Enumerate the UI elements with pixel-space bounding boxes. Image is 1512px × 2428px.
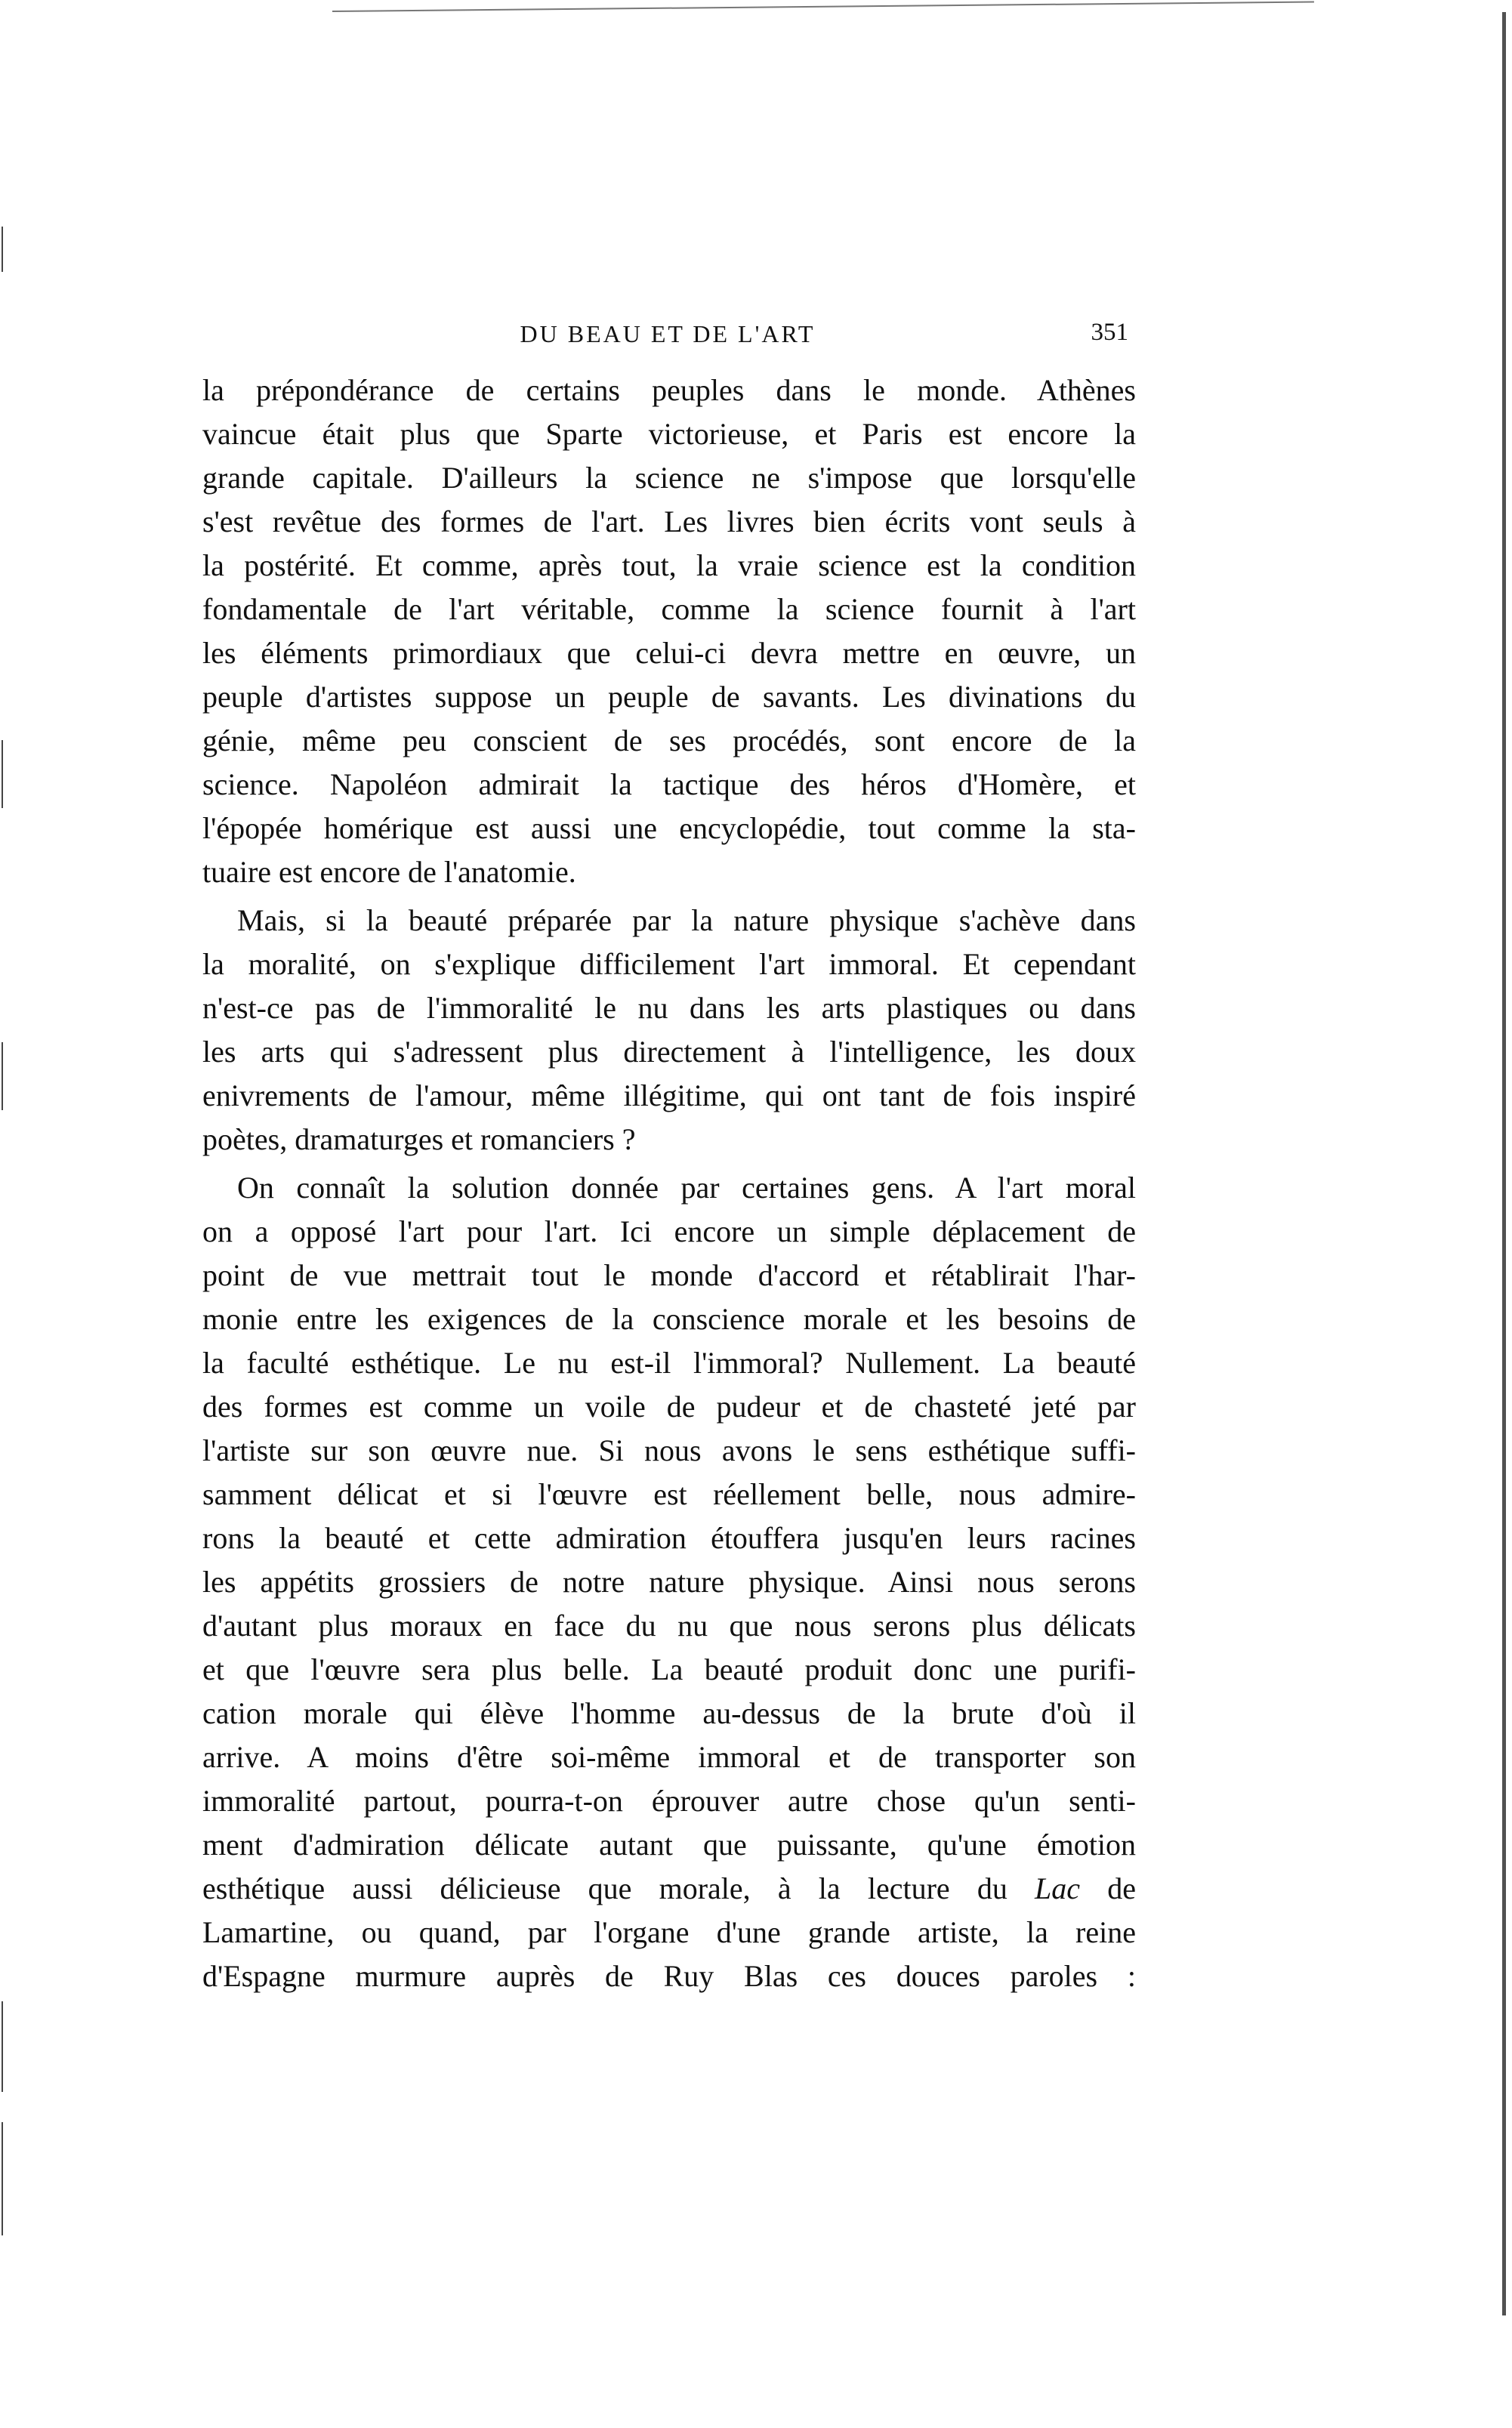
text-line: science. Napoléon admirait la tactique des héros d'Homère, et — [202, 767, 1136, 801]
text-line: poètes, dramaturges et romanciers ? — [202, 1122, 636, 1156]
text-line: vaincue était plus que Sparte victorieuse, et Paris est encore la — [202, 417, 1136, 451]
text-line: grande capitale. D'ailleurs la science ne s'impose que lorsqu'elle — [202, 461, 1136, 495]
text-line: l'épopée homérique est aussi une encyclopédie, tout comme la sta- — [202, 811, 1136, 845]
paragraph — [202, 899, 1136, 1162]
text-line: rons la beauté et cette admiration étouffera jusqu'en leurs racines — [202, 1521, 1136, 1555]
text-line: arrive. A moins d'être soi-même immoral et de transporter son — [202, 1740, 1136, 1774]
page-number: 351 — [1091, 319, 1128, 346]
text-line: On connaît la solution donnée par certaines gens. A l'art moral — [237, 1171, 1136, 1205]
text-line: les appétits grossiers de notre nature physique. Ainsi nous serons — [202, 1565, 1136, 1599]
scan-edge-right — [1502, 12, 1506, 2315]
text-line: samment délicat et si l'œuvre est réellement belle, nous admire- — [202, 1477, 1136, 1511]
text-line: Mais, si la beauté préparée par la nature physique s'achève dans — [237, 903, 1136, 937]
text-line: génie, même peu conscient de ses procédés, sont encore de la — [202, 723, 1136, 757]
text-line: enivrements de l'amour, même illégitime, qui ont tant de fois inspiré — [202, 1078, 1136, 1112]
text-line: immoralité partout, pourra-t-on éprouver autre chose qu'un senti- — [202, 1784, 1136, 1818]
text-line: des formes est comme un voile de pudeur et de chasteté jeté par — [202, 1390, 1136, 1424]
paragraph — [202, 1166, 1136, 1998]
text-line: et que l'œuvre sera plus belle. La beauté produit donc une purifi- — [202, 1652, 1136, 1686]
scan-mark-left — [2, 740, 3, 808]
scan-mark-left — [2, 2122, 3, 2235]
text-line: la prépondérance de certains peuples dans le monde. Athènes — [202, 373, 1136, 407]
text-line: Lamartine, ou quand, par l'organe d'une grande artiste, la reine — [202, 1915, 1136, 1949]
text-line: d'Espagne murmure auprès de Ruy Blas ces douces paroles : — [202, 1959, 1136, 1993]
italic-title: Lac — [1035, 1871, 1081, 1905]
text-line: monie entre les exigences de la conscience morale et les besoins de — [202, 1302, 1136, 1336]
text-line: les éléments primordiaux que celui-ci devra mettre en œuvre, un — [202, 636, 1136, 670]
body-text — [202, 369, 1136, 1998]
text-line: la faculté esthétique. Le nu est-il l'immoral? Nullement. La beauté — [202, 1346, 1136, 1380]
scan-mark-left — [2, 227, 3, 272]
running-head — [202, 316, 1133, 352]
text-line: cation morale qui élève l'homme au-dessus de la brute d'où il — [202, 1696, 1136, 1730]
text-line: n'est-ce pas de l'immoralité le nu dans les arts plastiques ou dans — [202, 991, 1136, 1025]
scan-edge-top — [332, 2, 1314, 12]
scan-mark-left — [2, 1042, 3, 1110]
text-line: les arts qui s'adressent plus directement à l'intelligence, les doux — [202, 1035, 1136, 1069]
text-line: point de vue mettrait tout le monde d'accord et rétablirait l'har- — [202, 1258, 1136, 1292]
running-title: DU BEAU ET DE L'ART — [520, 320, 816, 347]
text-line: fondamentale de l'art véritable, comme la science fournit à l'art — [202, 592, 1136, 626]
text-line: peuple d'artistes suppose un peuple de savants. Les divinations du — [202, 680, 1136, 714]
text-line: esthétique aussi délicieuse que morale, à la lecture du Lac de — [202, 1871, 1136, 1905]
text-line: l'artiste sur son œuvre nue. Si nous avons le sens esthétique suffi- — [202, 1433, 1136, 1467]
text-line: la postérité. Et comme, après tout, la vraie science est la condition — [202, 548, 1136, 582]
text-line: tuaire est encore de l'anatomie. — [202, 855, 576, 889]
text-line: s'est revêtue des formes de l'art. Les livres bien écrits vont seuls à — [202, 504, 1136, 538]
text-line: d'autant plus moraux en face du nu que nous serons plus délicats — [202, 1609, 1136, 1643]
text-line: la moralité, on s'explique difficilement l'art immoral. Et cependant — [202, 947, 1136, 981]
scan-mark-left — [2, 2001, 3, 2092]
text-line: ment d'admiration délicate autant que puissante, qu'une émotion — [202, 1828, 1136, 1862]
text-line: on a opposé l'art pour l'art. Ici encore un simple déplacement de — [202, 1214, 1136, 1248]
paragraph — [202, 369, 1136, 894]
